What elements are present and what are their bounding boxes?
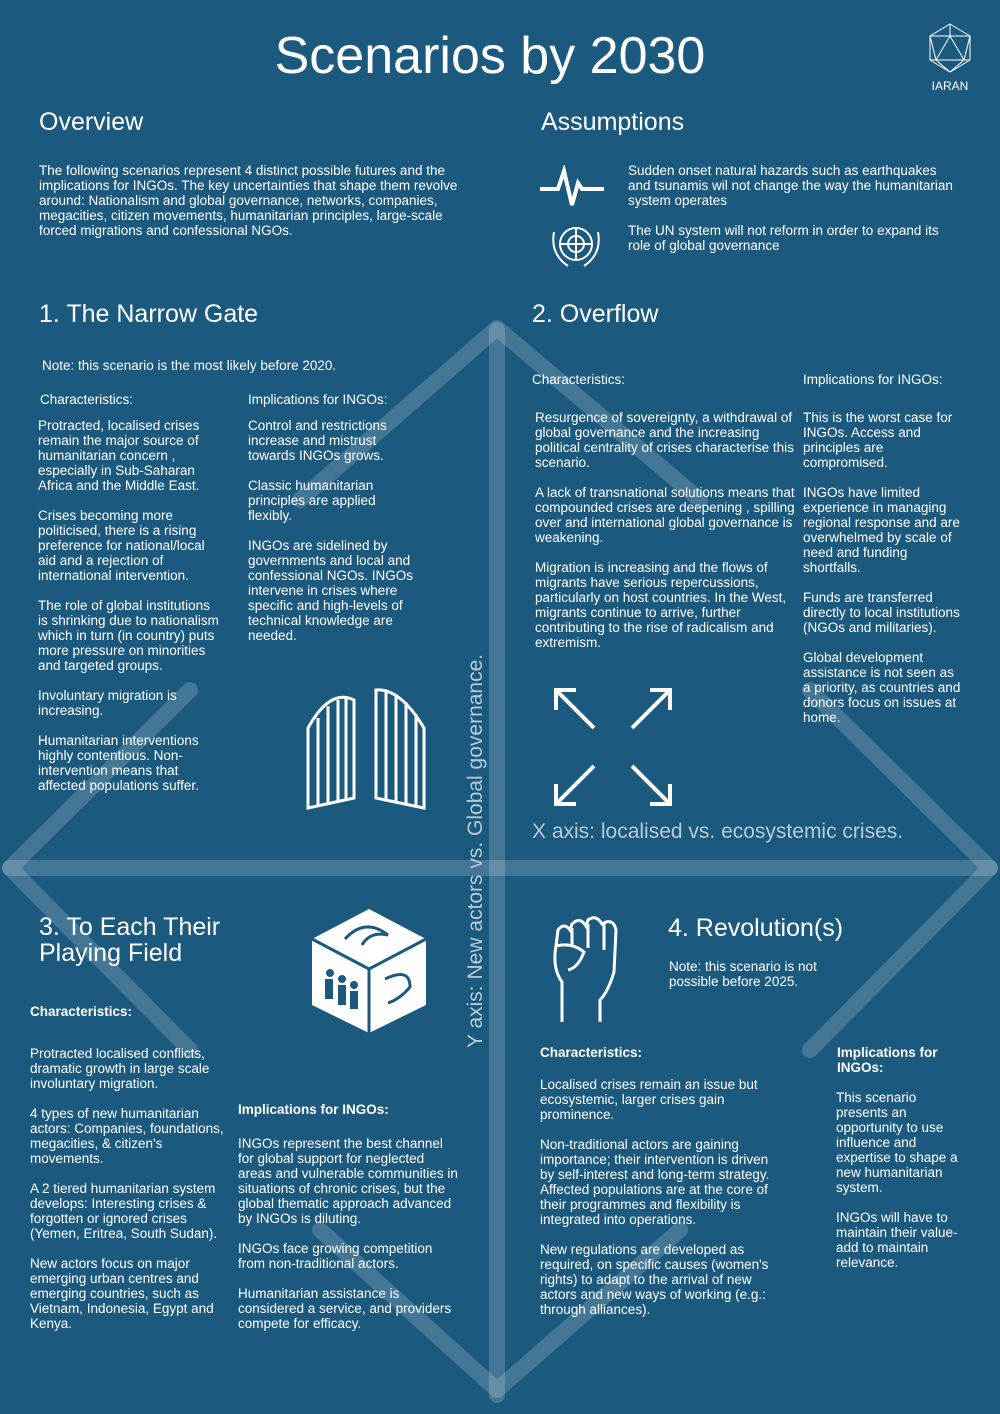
logo-text: IARAN <box>931 79 969 93</box>
scenario-3-implications-label: Implications for INGOs: <box>238 1102 389 1117</box>
page-title: Scenarios by 2030 <box>274 27 706 85</box>
scenario-2-implications <box>803 410 963 740</box>
characteristic: New actors focus on major emerging urban centres and emerging countries, such as Vietnam, Indonesia, Egypt and Kenya. <box>30 1256 214 1331</box>
implication: INGOs face growing competition from non-traditional actors. <box>238 1241 433 1271</box>
scenario-1-implications-label: Implications for INGOs: <box>248 392 388 407</box>
assumptions-heading: Assumptions <box>541 108 685 136</box>
implication: Global development assistance is not seen as a priority, as countries and donors focus on issues at home. <box>803 650 961 725</box>
characteristic: 4 types of new humanitarian actors: Companies, foundations, megacities, & citizen's movements. <box>30 1106 224 1166</box>
implication: Funds are transferred directly to local institutions (NGOs and militaries). <box>803 590 960 635</box>
scenario-1-note: Note: this scenario is the most likely before 2020. <box>42 358 337 373</box>
raised-fist-icon <box>548 912 628 1024</box>
implication: INGOs have limited experience in managing regional response and are overwhelmed by scale of need and funding shortfalls. <box>803 485 960 575</box>
assumption-2: The UN system will not reform in order to expand its role of global governance <box>628 223 939 253</box>
assumption-1: Sudden onset natural hazards such as earthquakes and tsunamis wil not change the way the humanitarian system operates <box>628 163 953 208</box>
scenario-1-characteristics-label: Characteristics: <box>40 392 134 407</box>
implication: Control and restrictions increase and mistrust towards INGOs grows. <box>248 418 387 463</box>
characteristic: Resurgence of sovereignty, a withdrawal of global governance and the increasing political centrality of crises characterise this scenario. <box>535 410 794 470</box>
scenario-4-implications-label: Implications for INGOs: <box>837 1045 938 1075</box>
x-axis-label: X axis: localised vs. ecosystemic crises. <box>532 820 904 843</box>
scenario-1-title: 1. The Narrow Gate <box>39 300 259 328</box>
characteristic: Protracted, localised crises remain the major source of humanitarian concern , especially in Sub-Saharan Africa and the Middle East. <box>38 418 200 493</box>
characteristic: Localised crises remain an issue but ecosystemic, larger crises gain prominence. <box>540 1077 758 1122</box>
scenario-3-implications <box>238 1136 458 1346</box>
scenario-4-note: Note: this scenario is not possible before 2025. <box>669 959 817 989</box>
implication: INGOs are sidelined by governments and local and confessional NGOs. INGOs intervene in crises where specific and high-levels of technical knowledge are needed. <box>248 538 414 643</box>
scenario-4-title: 4. Revolution(s) <box>668 914 844 942</box>
scenario-1-characteristics <box>38 418 223 808</box>
scenario-2-characteristics <box>535 410 797 665</box>
characteristic: A lack of transnational solutions means that compounded crises are deepening , spilling over and international global governance is weakening. <box>535 485 795 545</box>
characteristic: Involuntary migration is increasing. <box>38 688 177 718</box>
scenario-2-title: 2. Overflow <box>532 300 659 328</box>
implication: INGOs represent the best channel for global support for neglected areas and vulnerable communities in situations of chronic crises, but the global thematic approach advanced by INGOs is diluting. <box>238 1136 458 1226</box>
characteristic: The role of global institutions is shrinking due to nationalism which in turn (in country) puts more pressure on minorities and targeted groups. <box>38 598 219 673</box>
scenario-2-implications-label: Implications for INGOs: <box>803 372 943 387</box>
characteristic: Migration is increasing and the flows of migrants have serious repercussions, particularly on host countries. In the West, migrants continue to arrive, further contributing to the rise of radicalism and extremism. <box>535 560 787 650</box>
characteristic: Protracted localised conflicts, dramatic growth in large scale involuntary migration. <box>30 1046 210 1091</box>
scenario-4-implications <box>836 1090 966 1285</box>
gate-icon <box>300 688 430 810</box>
scenario-1-implications <box>248 418 418 658</box>
scenario-3-characteristics <box>30 1046 230 1346</box>
implication: Humanitarian assistance is considered a service, and providers compete for efficacy. <box>238 1286 452 1331</box>
implication: Classic humanitarian principles are applied flexibly. <box>248 478 376 523</box>
implication: This is the worst case for INGOs. Access and principles are compromised. <box>803 410 953 470</box>
scenario-2-characteristics-label: Characteristics: <box>532 372 626 387</box>
scenario-3-title: 3. To Each Their Playing Field <box>39 913 221 967</box>
expand-arrows-icon <box>552 686 676 810</box>
scenario-3-characteristics-label: Characteristics: <box>30 1004 133 1019</box>
characteristic: Non-traditional actors are gaining importance; their intervention is driven by self-interest and long-term strategy. Affected populations are at the core of their programmes and flexibility is integrated into operations. <box>540 1137 770 1227</box>
heartbeat-icon <box>540 165 606 207</box>
icosahedron-icon <box>926 22 974 74</box>
overview-text: The following scenarios represent 4 distinct possible futures and the implications for INGOs. The key uncertainties that shape them revolve around: Nationalism and global governance, networks, companies, megacities, citizen movements, humanitarian principles, large-scale forced migrations and confessional NGOs. <box>39 163 458 238</box>
iaran-logo <box>926 22 974 93</box>
characteristic: A 2 tiered humanitarian system develops: Interesting crises & forgotten or ignored crises (Yemen, Eritrea, South Sudan). <box>30 1181 218 1241</box>
characteristic: New regulations are developed as required, on specific causes (women's rights) to adapt to the arrival of new actors and new ways of working (e.g.: through alliances). <box>540 1242 769 1317</box>
characteristic: Humanitarian interventions highly contentious. Non-intervention means that affected populations suffer. <box>38 733 199 793</box>
disaster-cube-icon <box>310 907 428 1035</box>
scenario-4-characteristics <box>540 1077 780 1332</box>
implication: This scenario presents an opportunity to use influence and expertise to shape a new humanitarian system. <box>836 1090 958 1195</box>
implication: INGOs will have to maintain their value-add to maintain relevance. <box>836 1210 958 1270</box>
un-emblem-icon <box>546 220 606 272</box>
overview-heading: Overview <box>39 108 144 136</box>
y-axis-label: Y axis: New actors vs. Global governance. <box>464 653 487 1048</box>
scenario-4-characteristics-label: Characteristics: <box>540 1045 643 1060</box>
characteristic: Crises becoming more politicised, there is a rising preference for national/local aid and a rejection of international intervention. <box>38 508 205 583</box>
